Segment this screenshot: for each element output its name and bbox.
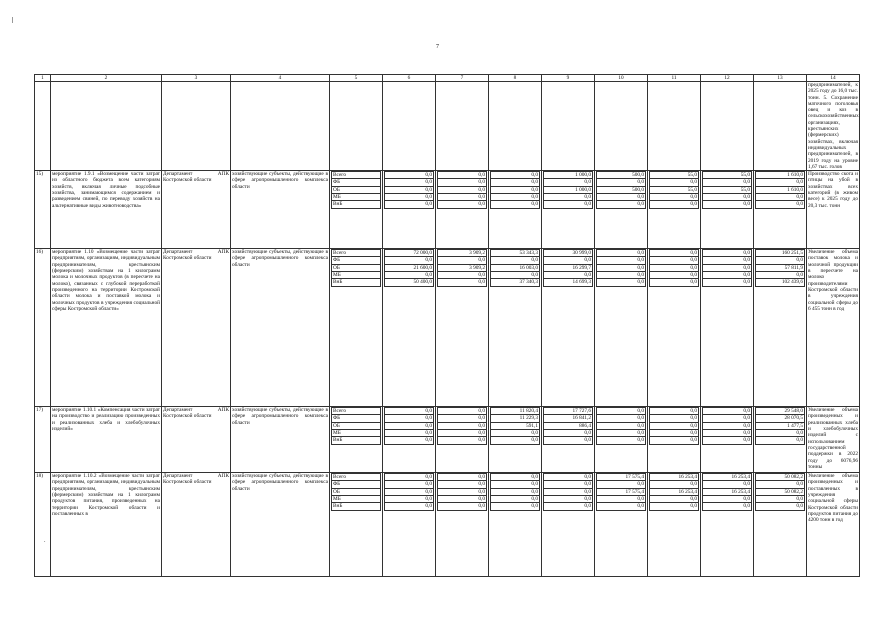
value-cell: 0,0 bbox=[491, 179, 540, 186]
value-cell: 0,0 bbox=[491, 186, 540, 193]
value-cell: 0,0 bbox=[491, 430, 540, 437]
value-cell: 0,0 bbox=[385, 422, 434, 429]
value-cell: 0,0 bbox=[491, 437, 540, 444]
value-cell: 0,0 bbox=[703, 272, 752, 279]
header-cell: 8 bbox=[489, 75, 542, 82]
header-cell: 6 bbox=[383, 75, 436, 82]
value-cell: 0,0 bbox=[385, 503, 434, 510]
value-cell: 0,0 bbox=[597, 437, 646, 444]
value-cell: 0,0 bbox=[597, 503, 646, 510]
value-cell: 0,0 bbox=[438, 415, 487, 422]
row-number: 16) bbox=[35, 249, 51, 407]
value-cell: 0,0 bbox=[438, 194, 487, 201]
value-cell: 0,0 bbox=[756, 496, 805, 503]
value-cell: 50 082,2 bbox=[756, 474, 805, 481]
source-label: ОБ bbox=[332, 422, 381, 429]
value-cell: 16 253,4 bbox=[703, 488, 752, 495]
value-cell: 0,0 bbox=[703, 264, 752, 271]
value-cell: 0,0 bbox=[438, 488, 487, 495]
scan-mark bbox=[12, 17, 13, 23]
expected-result: Увеличение объема поставок молока и молочной продукции в пересчете на молоко производителями Костромской области в учреждения социальной сферы до 6 455 тонн в год bbox=[807, 249, 860, 407]
value-cell: 0,0 bbox=[703, 415, 752, 422]
value-cell: 0,0 bbox=[756, 194, 805, 201]
value-cell: 160 251,5 bbox=[756, 250, 805, 257]
value-cell: 16 253,4 bbox=[650, 488, 699, 495]
value-cell: 0,0 bbox=[491, 496, 540, 503]
value-cell: 14 699,3 bbox=[544, 279, 593, 286]
row-number: 17) bbox=[35, 407, 51, 473]
source-label: МБ bbox=[332, 496, 381, 503]
value-cell: 0,0 bbox=[385, 415, 434, 422]
value-cell: 0,0 bbox=[756, 179, 805, 186]
participants: хозяйствующие субъекты, действующие в сфере агропромышленного комплекса области bbox=[231, 473, 330, 577]
value-cell: 0,0 bbox=[650, 415, 699, 422]
page-number: 7 bbox=[436, 44, 439, 50]
expected-result: Увеличение объема произведенных и поставленных в учреждения социальной сферы Костромской области продуктов питания до 4200 тонн в год bbox=[807, 473, 860, 577]
value-column bbox=[383, 171, 436, 249]
value-cell: 16 299,7 bbox=[544, 264, 593, 271]
value-cell: 0,0 bbox=[438, 422, 487, 429]
value-cell: 0,0 bbox=[650, 437, 699, 444]
value-column bbox=[436, 407, 489, 473]
margin-dot: . bbox=[44, 538, 46, 544]
source-label: МБ bbox=[332, 430, 381, 437]
source-label: ОБ bbox=[332, 264, 381, 271]
value-cell: 0,0 bbox=[597, 430, 646, 437]
value-cell: 0,0 bbox=[544, 503, 593, 510]
value-cell: 0,0 bbox=[385, 201, 434, 208]
value-cell: 0,0 bbox=[756, 430, 805, 437]
value-cell: 0,0 bbox=[385, 430, 434, 437]
value-cell: 0,0 bbox=[597, 201, 646, 208]
source-label: ФБ bbox=[332, 481, 381, 488]
value-cell: 72 000,0 bbox=[385, 250, 434, 257]
value-cell: 0,0 bbox=[650, 496, 699, 503]
source-label: ВнБ bbox=[332, 503, 381, 510]
value-cell: 0,0 bbox=[491, 201, 540, 208]
value-cell: 28 070,5 bbox=[756, 415, 805, 422]
value-column bbox=[754, 249, 807, 407]
value-cell: 0,0 bbox=[438, 474, 487, 481]
source-label: ВнБ bbox=[332, 279, 381, 286]
value-cell: 0,0 bbox=[650, 272, 699, 279]
value-cell: 500,0 bbox=[597, 186, 646, 193]
value-cell: 0,0 bbox=[491, 488, 540, 495]
value-cell: 0,0 bbox=[385, 408, 434, 415]
value-column bbox=[648, 473, 701, 577]
measure-name: мероприятие 1.9.1 «Возмещение части затрат из областного бюджета всем категориям хозяйств, включая личные подсобные хозяйства, занимающимся содержанием и разведением свиней, по переводу хозяйств на альтернативные виды животноводства» bbox=[51, 171, 162, 249]
value-cell: 0,0 bbox=[544, 430, 593, 437]
value-cell: 0,0 bbox=[438, 279, 487, 286]
value-cell: 17 575,4 bbox=[597, 474, 646, 481]
value-column bbox=[542, 171, 595, 249]
participants: хозяйствующие субъекты, действующие в сфере агропромышленного комплекса области bbox=[231, 407, 330, 473]
value-cell: 0,0 bbox=[756, 257, 805, 264]
value-column bbox=[648, 407, 701, 473]
program-measures-table bbox=[34, 74, 860, 577]
value-cell: 0,0 bbox=[491, 474, 540, 481]
value-column bbox=[383, 249, 436, 407]
value-cell: 0,0 bbox=[438, 272, 487, 279]
value-cell: 0,0 bbox=[385, 496, 434, 503]
value-column bbox=[595, 473, 648, 577]
value-column bbox=[489, 407, 542, 473]
value-column bbox=[383, 473, 436, 577]
value-cell: 0,0 bbox=[597, 415, 646, 422]
value-column bbox=[595, 249, 648, 407]
value-cell: 0,0 bbox=[385, 481, 434, 488]
value-column bbox=[542, 473, 595, 577]
value-cell: 0,0 bbox=[703, 496, 752, 503]
value-cell: 0,0 bbox=[597, 257, 646, 264]
value-column bbox=[701, 171, 754, 249]
value-cell: 0,0 bbox=[650, 257, 699, 264]
value-cell: 0,0 bbox=[385, 194, 434, 201]
value-cell: 0,0 bbox=[544, 179, 593, 186]
source-label: ОБ bbox=[332, 488, 381, 495]
funding-sources bbox=[330, 407, 383, 473]
value-cell: 500,0 bbox=[597, 172, 646, 179]
value-cell: 0,0 bbox=[597, 264, 646, 271]
value-cell: 55,0 bbox=[703, 186, 752, 193]
value-cell: 0,0 bbox=[756, 503, 805, 510]
value-cell: 0,0 bbox=[703, 422, 752, 429]
executor: Департамент АПК Костромской области bbox=[162, 407, 231, 473]
value-cell: 0,0 bbox=[650, 503, 699, 510]
value-column bbox=[701, 407, 754, 473]
value-cell: 50 400,0 bbox=[385, 279, 434, 286]
value-cell: 0,0 bbox=[491, 503, 540, 510]
value-cell: 0,0 bbox=[650, 194, 699, 201]
header-cell: 13 bbox=[754, 75, 807, 82]
value-cell: 0,0 bbox=[650, 179, 699, 186]
value-cell: 0,0 bbox=[703, 503, 752, 510]
header-cell: 3 bbox=[162, 75, 231, 82]
source-label: МБ bbox=[332, 194, 381, 201]
header-cell: 11 bbox=[648, 75, 701, 82]
header-cell: 4 bbox=[231, 75, 330, 82]
value-cell: 0,0 bbox=[703, 437, 752, 444]
value-cell: 0,0 bbox=[703, 179, 752, 186]
value-cell: 0,0 bbox=[491, 257, 540, 264]
source-label: ФБ bbox=[332, 415, 381, 422]
header-cell: 14 bbox=[807, 75, 860, 82]
value-cell: 1 610,0 bbox=[756, 172, 805, 179]
value-cell: 0,0 bbox=[491, 481, 540, 488]
value-cell: 0,0 bbox=[650, 422, 699, 429]
result-cell: предпринимателей, к 2025 году до 16,0 тыс. тонн. 5. Сохранение маточного поголовья овец и коз в сельскохозяйственных организациях, крестьянских (фермерских) хозяйствах, включая индивидуальных предпринимателей, в 2019 году на уровне 1,67 тыс. голов bbox=[808, 82, 859, 170]
value-cell: 0,0 bbox=[703, 279, 752, 286]
value-cell: 50 082,2 bbox=[756, 488, 805, 495]
value-cell: 0,0 bbox=[597, 279, 646, 286]
value-column bbox=[489, 171, 542, 249]
value-cell: 0,0 bbox=[703, 481, 752, 488]
value-cell: 0,0 bbox=[597, 422, 646, 429]
value-cell: 0,0 bbox=[438, 172, 487, 179]
executor: Департамент АПК Костромской области bbox=[162, 171, 231, 249]
value-cell: 16 253,4 bbox=[703, 474, 752, 481]
value-cell: 0,0 bbox=[438, 186, 487, 193]
measure-name: мероприятие 1.10.2 «Возмещение части затрат предприятиям, организациям, индивидуальным предпринимателям, крестьянским (фермерским) хозяйствам на 1 килограмм продуктов питания, произведенных на территории Костромской области и поставленных в bbox=[51, 473, 162, 577]
value-cell: 21 600,0 bbox=[385, 264, 434, 271]
row-number: 18) bbox=[35, 473, 51, 577]
value-cell: 55,0 bbox=[650, 172, 699, 179]
value-cell: 0,0 bbox=[703, 257, 752, 264]
source-label: Всего bbox=[332, 408, 381, 415]
value-cell: 0,0 bbox=[650, 279, 699, 286]
value-cell: 0,0 bbox=[650, 481, 699, 488]
value-cell: 17 575,4 bbox=[597, 488, 646, 495]
value-cell: 0,0 bbox=[544, 496, 593, 503]
source-label: ФБ bbox=[332, 179, 381, 186]
value-cell: 0,0 bbox=[544, 194, 593, 201]
value-cell: 0,0 bbox=[438, 408, 487, 415]
header-cell: 10 bbox=[595, 75, 648, 82]
value-cell: 0,0 bbox=[385, 172, 434, 179]
value-column bbox=[436, 249, 489, 407]
value-cell: 0,0 bbox=[756, 201, 805, 208]
value-cell: 0,0 bbox=[438, 179, 487, 186]
value-cell: 0,0 bbox=[385, 488, 434, 495]
value-cell: 37 340,3 bbox=[491, 279, 540, 286]
value-cell: 0,0 bbox=[438, 503, 487, 510]
value-column bbox=[595, 171, 648, 249]
executor: Департамент АПК Костромской области bbox=[162, 249, 231, 407]
value-cell: 0,0 bbox=[385, 272, 434, 279]
source-label: ВнБ bbox=[332, 201, 381, 208]
source-label: Всего bbox=[332, 172, 381, 179]
value-cell: 1 610,0 bbox=[756, 186, 805, 193]
value-cell: 0,0 bbox=[703, 408, 752, 415]
value-cell: 0,0 bbox=[650, 250, 699, 257]
value-cell: 1 000,0 bbox=[544, 186, 593, 193]
header-cell: 1 bbox=[35, 75, 51, 82]
table-row bbox=[35, 171, 860, 249]
value-cell: 1 477,5 bbox=[756, 422, 805, 429]
value-cell: 0,0 bbox=[650, 408, 699, 415]
value-cell: 55,0 bbox=[703, 172, 752, 179]
value-cell: 0,0 bbox=[438, 430, 487, 437]
value-cell: 0,0 bbox=[650, 430, 699, 437]
source-label: Всего bbox=[332, 474, 381, 481]
value-cell: 30 999,0 bbox=[544, 250, 593, 257]
source-label: Всего bbox=[332, 250, 381, 257]
header-cell: 7 bbox=[436, 75, 489, 82]
value-cell: 0,0 bbox=[597, 496, 646, 503]
executor: Департамент АПК Костромской области bbox=[162, 473, 231, 577]
value-column bbox=[436, 473, 489, 577]
value-cell: 0,0 bbox=[756, 272, 805, 279]
source-label: МБ bbox=[332, 272, 381, 279]
value-cell: 0,0 bbox=[597, 250, 646, 257]
header-cell: 12 bbox=[701, 75, 754, 82]
value-column bbox=[489, 473, 542, 577]
value-cell: 0,0 bbox=[756, 437, 805, 444]
value-cell: 0,0 bbox=[491, 194, 540, 201]
value-cell: 29 548,0 bbox=[756, 408, 805, 415]
value-cell: 16 253,4 bbox=[650, 474, 699, 481]
header-row bbox=[35, 75, 860, 82]
value-cell: 0,0 bbox=[650, 201, 699, 208]
source-label: ВнБ bbox=[332, 437, 381, 444]
value-cell: 1 000,0 bbox=[544, 172, 593, 179]
value-column bbox=[383, 407, 436, 473]
value-cell: 0,0 bbox=[438, 257, 487, 264]
table-row bbox=[35, 473, 860, 577]
row-number: 15) bbox=[35, 171, 51, 249]
value-cell: 0,0 bbox=[544, 488, 593, 495]
funding-sources bbox=[330, 473, 383, 577]
funding-sources bbox=[330, 249, 383, 407]
value-column bbox=[542, 407, 595, 473]
value-cell: 11 820,4 bbox=[491, 408, 540, 415]
value-column bbox=[754, 473, 807, 577]
value-column bbox=[595, 407, 648, 473]
measure-name: мероприятие 1.10 «Возмещение части затрат предприятиям, организациям, индивидуальным предпринимателям, крестьянским (фермерским) хозяйствам на 1 килограмм молока и молочных продуктов (в пересчете на молоко), связанных с глубокой переработкой произведенного на территории Костромской области молока и поставкой молока и молочных продуктов в учреждения социальной сферы Костромской области» bbox=[51, 249, 162, 407]
funding-sources bbox=[330, 171, 383, 249]
value-cell: 0,0 bbox=[491, 272, 540, 279]
value-cell: 0,0 bbox=[756, 481, 805, 488]
header-cell: 2 bbox=[51, 75, 162, 82]
value-cell: 0,0 bbox=[544, 437, 593, 444]
source-label: ОБ bbox=[332, 186, 381, 193]
expected-result: Производство скота и птицы на убой в хозяйствах всех категорий (в живом весе) к 2025 году до 20,3 тыс. тонн bbox=[807, 171, 860, 249]
value-column bbox=[754, 171, 807, 249]
header-cell: 5 bbox=[330, 75, 383, 82]
expected-result: Увеличение объема произведенных и реализованных хлеба и хлебобулочных изделий с использованием государственной поддержки в 2022 году до 6076,96 тонны bbox=[807, 407, 860, 473]
value-cell: 55,0 bbox=[650, 186, 699, 193]
value-cell: 0,0 bbox=[438, 201, 487, 208]
value-cell: 0,0 bbox=[438, 496, 487, 503]
value-cell: 57 811,9 bbox=[756, 264, 805, 271]
value-column bbox=[754, 407, 807, 473]
value-cell: 591,1 bbox=[491, 422, 540, 429]
value-cell: 0,0 bbox=[544, 481, 593, 488]
value-column bbox=[648, 171, 701, 249]
value-cell: 0,0 bbox=[703, 201, 752, 208]
value-cell: 0,0 bbox=[544, 272, 593, 279]
value-cell: 11 229,3 bbox=[491, 415, 540, 422]
value-cell: 0,0 bbox=[385, 437, 434, 444]
value-cell: 0,0 bbox=[385, 474, 434, 481]
value-cell: 0,0 bbox=[544, 257, 593, 264]
source-label: ФБ bbox=[332, 257, 381, 264]
value-cell: 0,0 bbox=[703, 430, 752, 437]
value-cell: 0,0 bbox=[597, 481, 646, 488]
value-cell: 0,0 bbox=[703, 194, 752, 201]
value-cell: 0,0 bbox=[597, 194, 646, 201]
value-column bbox=[648, 249, 701, 407]
value-cell: 886,4 bbox=[544, 422, 593, 429]
participants: хозяйствующие субъекты, действующие в сфере агропромышленного комплекса области bbox=[231, 171, 330, 249]
continuation-row bbox=[35, 82, 860, 171]
measure-name: мероприятие 1.10.1 «Компенсация части затрат на производство и реализацию произведенных и реализованных хлеба и хлебобулочных изделий» bbox=[51, 407, 162, 473]
participants: хозяйствующие субъекты, действующие в сфере агропромышленного комплекса области bbox=[231, 249, 330, 407]
value-cell: 0,0 bbox=[385, 179, 434, 186]
value-cell: 3 909,2 bbox=[438, 264, 487, 271]
value-cell: 17 727,6 bbox=[544, 408, 593, 415]
value-column bbox=[489, 249, 542, 407]
value-cell: 0,0 bbox=[385, 257, 434, 264]
table-row bbox=[35, 407, 860, 473]
value-cell: 0,0 bbox=[438, 481, 487, 488]
value-cell: 53 343,3 bbox=[491, 250, 540, 257]
value-cell: 0,0 bbox=[438, 437, 487, 444]
value-cell: 0,0 bbox=[703, 250, 752, 257]
value-cell: 0,0 bbox=[597, 272, 646, 279]
value-column bbox=[701, 473, 754, 577]
value-cell: 0,0 bbox=[491, 172, 540, 179]
value-column bbox=[542, 249, 595, 407]
header-cell: 9 bbox=[542, 75, 595, 82]
value-cell: 0,0 bbox=[544, 474, 593, 481]
value-cell: 0,0 bbox=[597, 179, 646, 186]
value-cell: 16 003,0 bbox=[491, 264, 540, 271]
value-cell: 102 439,6 bbox=[756, 279, 805, 286]
table-row bbox=[35, 249, 860, 407]
value-cell: 16 841,2 bbox=[544, 415, 593, 422]
value-cell: 0,0 bbox=[385, 186, 434, 193]
value-column bbox=[436, 171, 489, 249]
value-cell: 0,0 bbox=[597, 408, 646, 415]
value-cell: 0,0 bbox=[544, 201, 593, 208]
value-column bbox=[701, 249, 754, 407]
value-cell: 3 909,2 bbox=[438, 250, 487, 257]
value-cell: 0,0 bbox=[650, 264, 699, 271]
